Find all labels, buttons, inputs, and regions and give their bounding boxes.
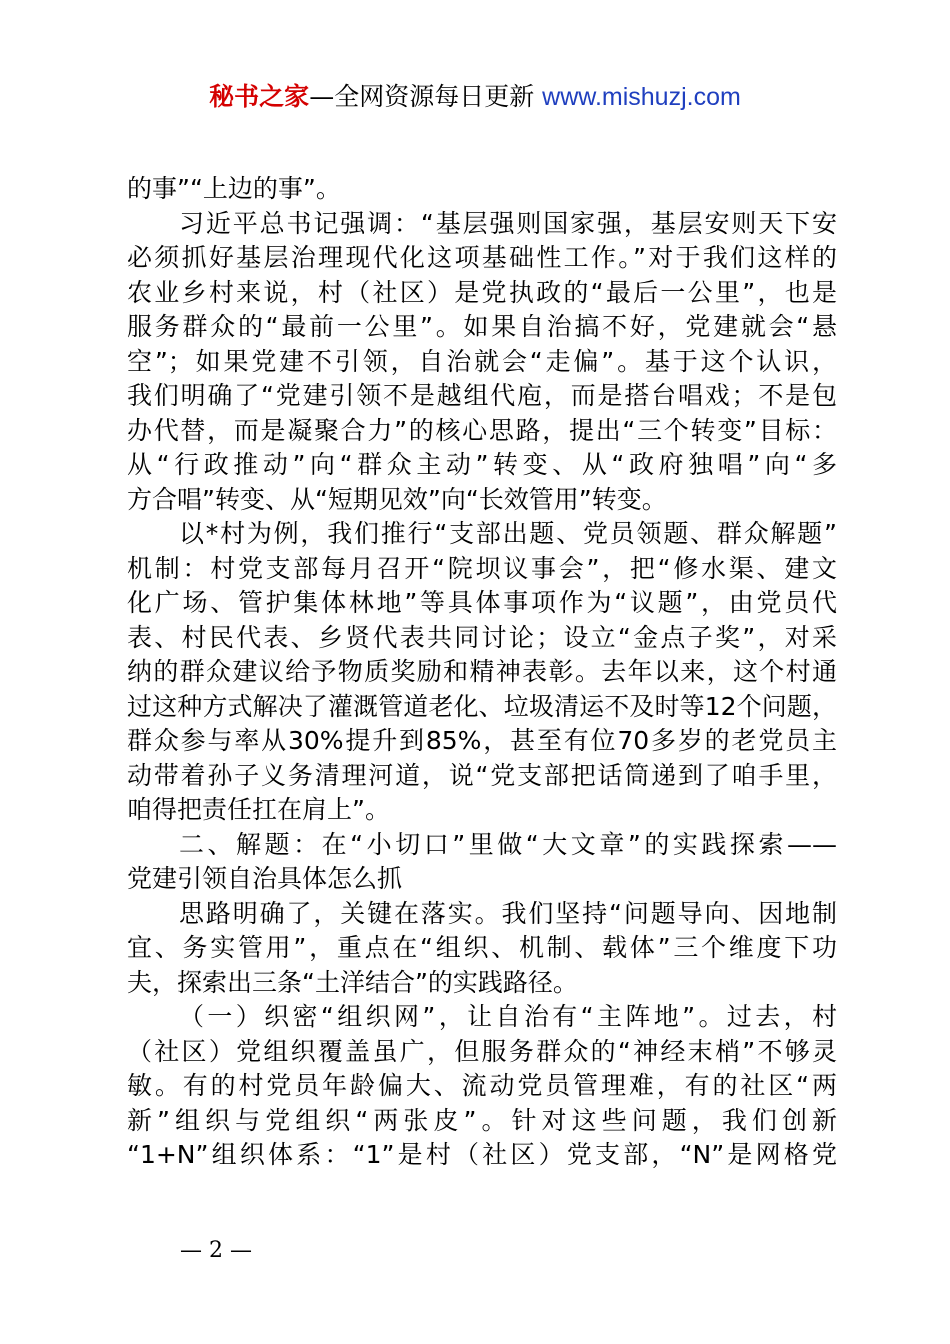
- text-line: 空”；如果党建不引领，自治就会“走偏”。基于这个认识，: [127, 346, 837, 376]
- text-line: 咱得把责任扛在肩上”。: [127, 795, 390, 824]
- text-line: 过这种方式解决了灌溉管道老化、垃圾清运不及时等12个问题，: [127, 691, 837, 721]
- text-line: 动带着孙子义务清理河道，说“党支部把话筒递到了咱手里，: [127, 760, 837, 790]
- document-body: [127, 172, 837, 1173]
- site-url[interactable]: www.mishuzj.com: [542, 83, 741, 111]
- text-line: 服务群众的“最前一公里”。如果自治搞不好，党建就会“悬: [127, 312, 837, 341]
- page-number: — 2 —: [180, 1238, 252, 1263]
- text-line: 的事”“上边的事”。: [127, 174, 341, 203]
- text-line: “1+N”组织体系：“1”是村（社区）党支部，“N”是网格党: [127, 1140, 837, 1169]
- text-line: 习近平总书记强调：“基层强则国家强，基层安则天下安: [179, 208, 837, 238]
- text-line: 思路明确了，关键在落实。我们坚持“问题导向、因地制: [179, 898, 837, 928]
- site-slogan: —全网资源每日更新: [309, 82, 535, 111]
- section-heading: 党建引领自治具体怎么抓: [127, 864, 403, 893]
- text-line: 机制：村党支部每月召开“院坝议事会”，把“修水渠、建文: [127, 553, 837, 583]
- text-line: 敏。有的村党员年龄偏大、流动党员管理难，有的社区“两: [127, 1071, 837, 1100]
- site-brand: 秘书之家: [209, 82, 310, 111]
- text-line: 宜、务实管用”，重点在“组织、机制、载体”三个维度下功: [127, 933, 837, 962]
- text-line: 夫，探索出三条“土洋结合”的实践路径。: [127, 967, 578, 997]
- section-heading: 二、解题：在“小切口”里做“大文章”的实践探索——: [179, 829, 837, 859]
- text-line: （社区）党组织覆盖虽广，但服务群众的“神经末梢”不够灵: [127, 1036, 837, 1066]
- text-line: 化广场、管护集体林地”等具体事项作为“议题”，由党员代: [127, 588, 837, 617]
- text-line: 纳的群众建议给予物质奖励和精神表彰。去年以来，这个村通: [127, 657, 837, 686]
- text-line: 必须抓好基层治理现代化这项基础性工作。”对于我们这样的: [127, 243, 837, 272]
- text-line: 农业乡村来说，村（社区）是党执政的“最后一公里”，也是: [127, 277, 837, 307]
- text-line: 以*村为例，我们推行“支部出题、党员领题、群众解题”: [179, 519, 837, 548]
- text-line: 群众参与率从30%提升到85%，甚至有位70多岁的老党员主: [127, 726, 837, 755]
- text-line: （一）织密“组织网”，让自治有“主阵地”。过去，村: [179, 1002, 837, 1031]
- site-header: [0, 80, 950, 114]
- text-line: 表、村民代表、乡贤代表共同讨论；设立“金点子奖”，对采: [127, 622, 837, 652]
- text-line: 方合唱”转变、从“短期见效”向“长效管用”转变。: [127, 484, 667, 514]
- text-line: 新”组织与党组织“两张皮”。针对这些问题，我们创新: [127, 1105, 837, 1135]
- text-line: 我们明确了“党建引领不是越组代庖，而是搭台唱戏；不是包: [127, 381, 837, 410]
- text-line: 从“行政推动”向“群众主动”转变、从“政府独唱”向“多: [127, 450, 837, 479]
- text-line: 办代替，而是凝聚合力”的核心思路，提出“三个转变”目标：: [127, 415, 837, 445]
